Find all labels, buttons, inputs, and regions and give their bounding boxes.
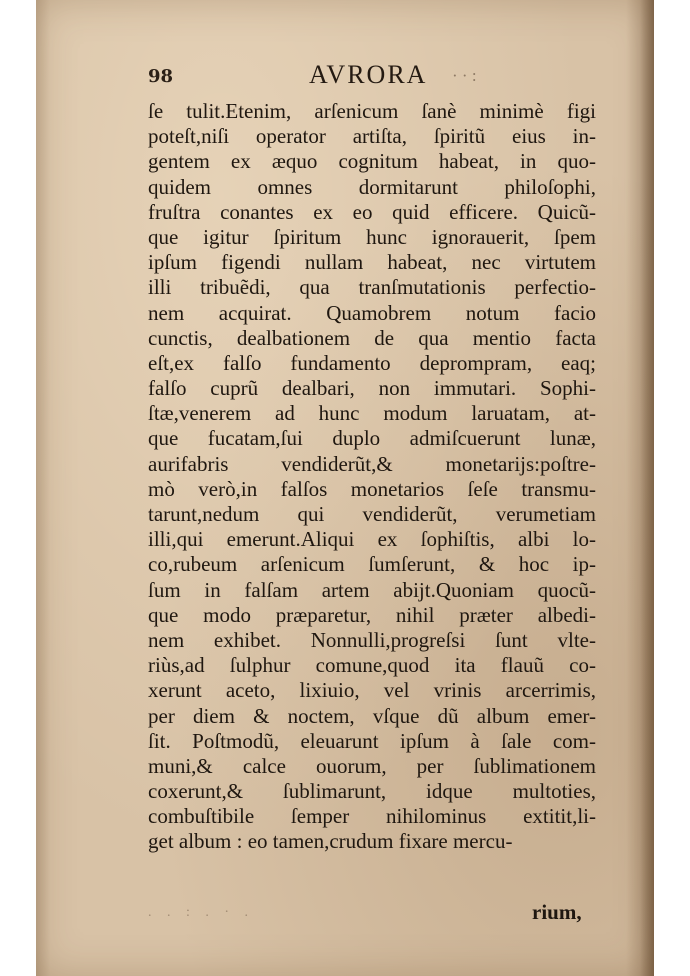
text-line: eſt,ex falſo fundamento deprompram, eaq;	[148, 350, 596, 375]
text-line: coxerunt,& ſublimarunt, idque multoties,	[148, 779, 596, 804]
text-line: illi,qui emerunt.Aliqui ex ſophiſtis, albi lo-	[148, 527, 596, 552]
text-line: cunctis, dealbationem de qua mentio facta	[148, 325, 596, 350]
text-line: que igitur ſpiritum hunc ignorauerit, ſpem	[148, 224, 596, 249]
text-line: ſe tulit.Etenim, arſenicum ſanè minimè figi	[148, 99, 596, 123]
text-line: fruſtra conantes ex eo quid efficere. Quicũ-	[148, 199, 596, 224]
text-line: get album : eo tamen,crudum fixare mercu-	[148, 829, 513, 854]
text-line: que fucatam,ſui duplo admiſcuerunt lunæ,	[148, 426, 596, 451]
ink-bleed-marks: . . : . · .	[148, 905, 255, 920]
text-line: combuſtibile ſemper nihilominus extitit,li-	[148, 804, 596, 829]
text-line: quidem omnes dormitarunt philoſophi,	[148, 174, 596, 199]
text-line: riùs,ad ſulphur comune,quod ita flauũ co-	[148, 653, 596, 678]
catchword: rium,	[532, 900, 582, 924]
page-number: 98	[148, 66, 174, 87]
text-line: falſo cuprũ dealbari, non immutari. Sophi-	[148, 376, 596, 401]
text-line: nem exhibet. Nonnulli,progreſsi ſunt vlte-	[148, 627, 596, 652]
text-line: aurifabris vendiderũt,& monetarijs:poſtre-	[148, 451, 596, 476]
text-line: co,rubeum arſenicum ſumſerunt, & hoc ip-	[148, 552, 596, 577]
text-line: gentem ex æquo cognitum habeat, in quo-	[148, 149, 596, 174]
head-ink-mark: · · :	[452, 66, 477, 85]
text-line: mò verò,in falſos monetarios ſeſe transmu-	[148, 476, 596, 501]
page-edge-shadow	[640, 0, 654, 976]
text-line: ſit. Poſtmodũ, eleuarunt ipſum à ſale com-	[148, 728, 596, 753]
text-line: ſum in falſam artem abijt.Quoniam quocũ-	[148, 577, 596, 602]
text-line: que modo præparetur, nihil præter albedi-	[148, 602, 596, 627]
text-line: nem acquirat. Quamobrem notum facio	[148, 300, 596, 325]
text-line: muni,& calce ouorum, per ſublimationem	[148, 753, 596, 778]
text-line: illi tribuẽdi, qua tranſmutationis perfectio-	[148, 275, 596, 300]
text-line: ipſum figendi nullam habeat, nec virtutem	[148, 250, 596, 275]
running-head: AVRORA	[309, 60, 428, 89]
text-line: xerunt aceto, lixiuio, vel vrinis arcerrimis,	[148, 678, 596, 703]
text-line: per diem & noctem, vſque dũ album emer-	[148, 703, 596, 728]
text-line: poteſt,niſi operator artiſta, ſpiritũ eius in-	[148, 124, 596, 149]
text-line: tarunt,nedum qui vendiderũt, verumetiam	[148, 502, 596, 526]
body-text	[148, 99, 596, 855]
text-line: ſtæ,venerem ad hunc modum laruatam, at-	[148, 401, 596, 426]
